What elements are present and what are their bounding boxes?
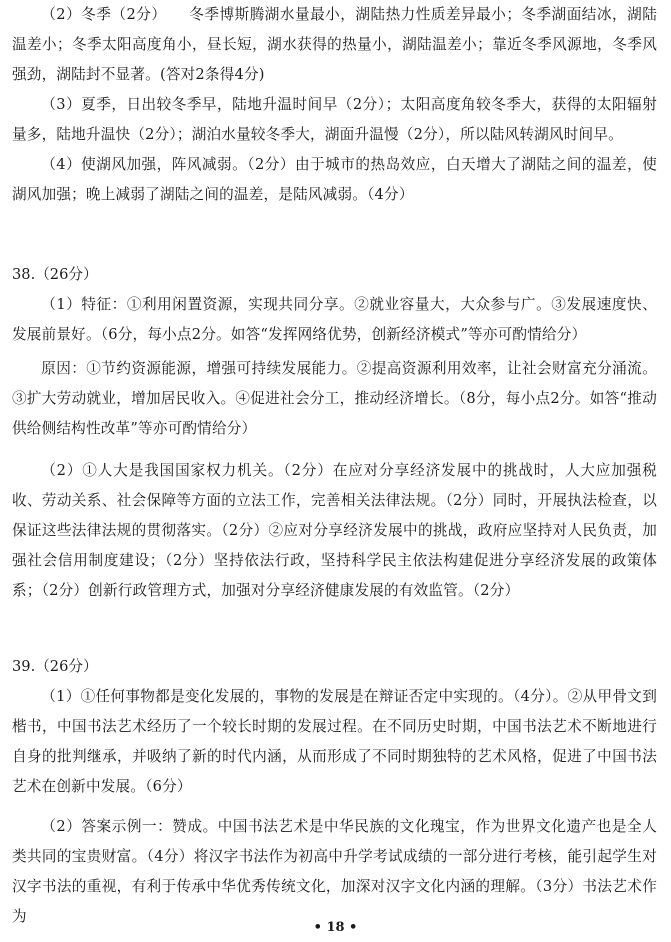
- page-number: • 18 •: [313, 920, 358, 935]
- answer-4-urban-heat: （4）使湖风加强，阵风减弱。（2分）由于城市的热岛效应，白天增大了湖陆之间的温差，使湖风加强；晚上减弱了湖陆之间的温差，是陆风减弱。（4分）: [12, 156, 657, 203]
- q38-answer-2: （2）①人大是我国国家权力机关。（2分）在应对分享经济发展中的挑战时，人大应加强税收、劳动关系、社会保障等方面的立法工作，完善相关法律法规。（2分）同时，开展执法检查，以保证这些法律法规的贯彻落实。（2分）②应对分享经济发展中的挑战，政府应坚持对人民负责，加强社会信用制度建设；（2分）坚持依法行政，坚持科学民主依法构建促进分享经济发展的政策体系；（2分）创新行政管理方式，加强对分享经济健康发展的有效监管。（2分）: [12, 462, 657, 599]
- answer-3-summer: （3）夏季，日出较冬季早，陆地升温时间早（2分）；太阳高度角较冬季大，获得的太阳辐射量多，陆地升温快（2分）；湖泊水量较冬季大，湖面升温慢（2分），所以陆风转湖风时间早。: [12, 96, 657, 143]
- q38-answer-1-features: （1）特征：①利用闲置资源，实现共同分享。②就业容量大，大众参与广。③发展速度快、发展前景好。（6分，每小点2分。如答“发挥网络优势，创新经济模式”等亦可酌情给分）: [12, 296, 657, 343]
- q38-answer-1-reasons: 原因：①节约资源能源，增强可持续发展能力。②提高资源利用效率，让社会财富充分涌流。③扩大劳动就业，增加居民收入。④促进社会分工，推动经济增长。（8分，每小点2分。如答“推动供给侧结构性改革”等亦可酌情给分）: [12, 360, 657, 437]
- answer-2-winter: （2）冬季（2分） 冬季博斯腾湖水量最小，湖陆热力性质差异最小；冬季湖面结冰，湖陆温差小；冬季太阳高度角小，昼长短，湖水获得的热量小，湖陆温差小；靠近冬季风源地，冬季风强劲，湖陆封不显著。(答对2条得4分): [12, 6, 657, 83]
- q39-answer-1: （1）①任何事物都是变化发展的，事物的发展是在辩证否定中实现的。（4分）。②从甲骨文到楷书，中国书法艺术经历了一个较长时期的发展过程。在不同历史时期，中国书法艺术不断地进行自身的批判继承，并吸纳了新的时代内涵，从而形成了不同时期独特的艺术风格，促进了中国书法艺术在创新中发展。（6分）: [12, 688, 657, 795]
- q39-answer-2: （2）答案示例一：赞成。中国书法艺术是中华民族的文化瑰宝，作为世界文化遗产也是全人类共同的宝贵财富。（4分）将汉字书法作为初高中升学考试成绩的一部分进行考核，能引起学生对汉字书法的重视，有利于传承中华优秀传统文化，加深对汉字文化内涵的理解。（3分）书法艺术作为: [12, 818, 657, 925]
- question-38-heading: 38.（26分）: [12, 266, 98, 283]
- question-39-heading: 39.（26分）: [12, 658, 98, 675]
